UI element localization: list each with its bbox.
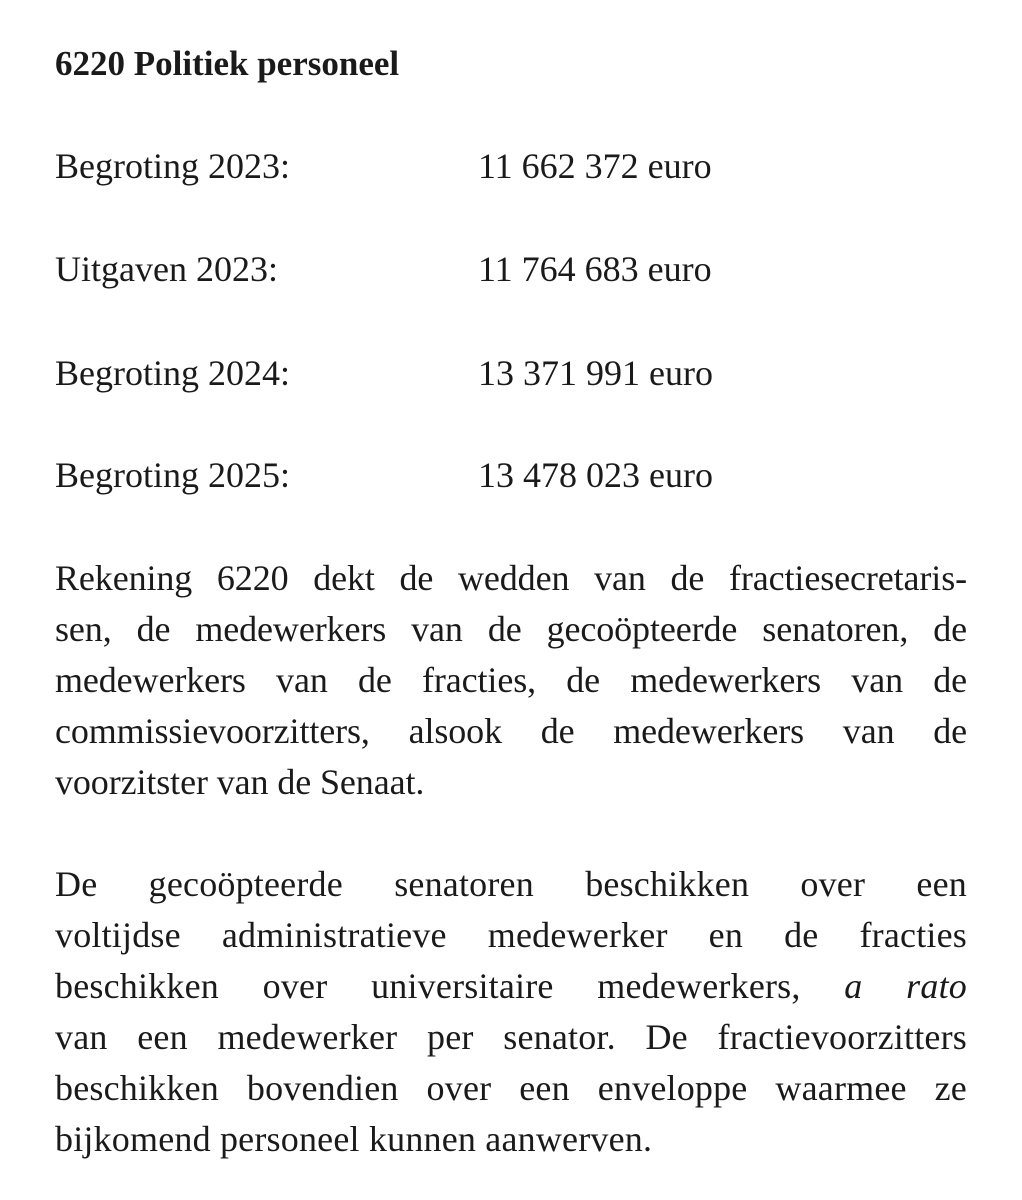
paragraph-line: De gecoöpteerde senatoren beschikken over een	[55, 864, 967, 904]
paragraph-line: bijkomend personeel kunnen aanwerven.	[55, 1119, 653, 1159]
paragraph-account-coverage	[55, 553, 967, 808]
paragraph-line	[55, 961, 967, 1012]
budget-amount: 11 662 372 euro	[478, 146, 712, 186]
paragraph-line: beschikken bovendien over een enveloppe waarmee ze	[55, 1068, 967, 1108]
italic-phrase: a rato	[844, 966, 967, 1006]
paragraph-staff-allocation	[55, 859, 967, 1165]
paragraph-line: commissievoorzitters, alsook de medewerkers van de	[55, 711, 967, 751]
budget-label: Begroting 2023:	[55, 146, 290, 186]
budget-label: Begroting 2024:	[55, 353, 290, 393]
budget-amount: 13 478 023 euro	[478, 455, 713, 495]
paragraph-line: medewerkers van de fracties, de medewerkers van de	[55, 660, 967, 700]
paragraph-line: Rekening 6220 dekt de wedden van de fractiesecretaris-	[55, 558, 967, 598]
budget-label: Uitgaven 2023:	[55, 249, 278, 289]
budget-amount: 11 764 683 euro	[478, 249, 712, 289]
paragraph-line: sen, de medewerkers van de gecoöpteerde senatoren, de	[55, 609, 967, 649]
budget-row-begroting-2023	[55, 146, 995, 186]
paragraph-line: van een medewerker per senator. De fractievoorzitters	[55, 1017, 967, 1057]
paragraph-line: voorzitster van de Senaat.	[55, 762, 425, 802]
budget-row-begroting-2025	[55, 455, 995, 495]
budget-label: Begroting 2025:	[55, 455, 290, 495]
budget-row-uitgaven-2023	[55, 249, 995, 289]
paragraph-line: voltijdse administratieve medewerker en de fracties	[55, 915, 967, 955]
section-heading: 6220 Politiek personeel	[55, 44, 400, 83]
paragraph-text: beschikken over universitaire medewerkers,	[55, 966, 801, 1006]
budget-amount: 13 371 991 euro	[478, 353, 713, 393]
budget-row-begroting-2024	[55, 353, 995, 393]
